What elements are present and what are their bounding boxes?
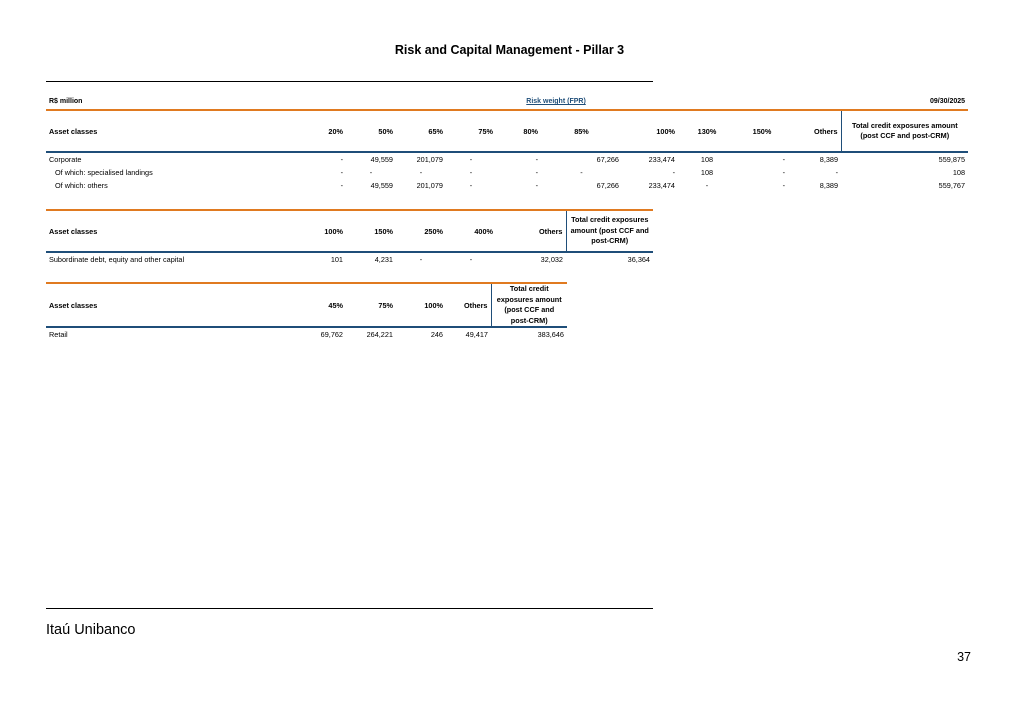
cell: 264,221 xyxy=(366,330,393,339)
unit-label: R$ million xyxy=(49,98,83,105)
cell: 8,389 xyxy=(819,155,839,164)
cell: - xyxy=(469,181,473,190)
table-row xyxy=(46,252,653,266)
column-header: Asset classes xyxy=(46,110,271,152)
subordinate-debt-risk-weight-table xyxy=(46,209,653,266)
cell: 101 xyxy=(330,255,343,264)
column-header-total: Total credit exposures amount (post CCF and post-CRM) xyxy=(841,110,968,152)
cell: - xyxy=(340,168,343,177)
table-row xyxy=(46,152,968,166)
column-header: Others xyxy=(446,283,491,327)
cell: - xyxy=(419,168,423,177)
cell: 67,266 xyxy=(596,181,619,190)
cell: - xyxy=(580,168,583,177)
cell: - xyxy=(672,168,675,177)
page-number: 37 xyxy=(957,650,971,664)
cell: 8,389 xyxy=(819,181,839,190)
column-header: 85% xyxy=(541,110,622,152)
cell: - xyxy=(835,168,839,177)
risk-weight-header: Risk weight (FPR) xyxy=(526,98,586,105)
cell: 201,079 xyxy=(416,181,443,190)
cell: - xyxy=(782,181,785,190)
cell: - xyxy=(340,181,343,190)
column-header: 400% xyxy=(446,210,496,252)
cell: 559,767 xyxy=(938,181,966,190)
row-label: Of which: specialised landings xyxy=(55,168,153,177)
column-header: 100% xyxy=(271,210,346,252)
column-header: 130% xyxy=(678,110,736,152)
table1-header-row xyxy=(46,110,968,152)
page-title: Risk and Capital Management - Pillar 3 xyxy=(394,43,625,57)
column-header-total: Total credit exposures amount (post CCF and post-CRM) xyxy=(491,283,567,327)
cell: 201,079 xyxy=(416,155,443,164)
cell: 69,762 xyxy=(320,330,343,339)
table-row xyxy=(46,179,968,192)
column-header: 45% xyxy=(271,283,346,327)
column-header: Asset classes xyxy=(46,210,271,252)
cell: 4,231 xyxy=(374,255,393,264)
column-header: 50% xyxy=(346,110,396,152)
cell: - xyxy=(535,181,538,190)
corporate-risk-weight-table xyxy=(46,94,968,192)
row-label: Corporate xyxy=(49,155,82,164)
column-header: 100% xyxy=(622,110,678,152)
column-header: Asset classes xyxy=(46,283,271,327)
cell: - xyxy=(469,168,473,177)
cell: - xyxy=(535,168,538,177)
cell: - xyxy=(469,155,473,164)
cell: 108 xyxy=(952,168,966,177)
cell: 108 xyxy=(700,168,714,177)
column-header: 150% xyxy=(736,110,788,152)
column-header: 65% xyxy=(396,110,446,152)
cell: 246 xyxy=(430,330,443,339)
cell: - xyxy=(419,255,423,264)
bottom-divider xyxy=(46,608,653,609)
cell: 36,364 xyxy=(627,255,650,264)
cell: - xyxy=(782,155,785,164)
cell: 559,875 xyxy=(938,155,966,164)
cell: 233,474 xyxy=(648,155,675,164)
row-label: Of which: others xyxy=(55,181,108,190)
cell: 32,032 xyxy=(540,255,563,264)
table1-meta-row xyxy=(46,94,968,110)
column-header: 100% xyxy=(396,283,446,327)
column-header: Others xyxy=(496,210,566,252)
column-header: Others xyxy=(788,110,841,152)
cell: - xyxy=(705,181,709,190)
cell: 108 xyxy=(700,155,714,164)
table2-header-row xyxy=(46,210,653,252)
cell: - xyxy=(469,255,473,264)
cell: 67,266 xyxy=(596,155,619,164)
report-date: 09/30/2025 xyxy=(930,98,966,105)
retail-risk-weight-table xyxy=(46,282,567,341)
row-label: Retail xyxy=(49,330,68,339)
table-row xyxy=(46,166,968,179)
table-row xyxy=(46,327,567,341)
cell: - xyxy=(782,168,785,177)
table3-header-row xyxy=(46,283,567,327)
cell: 233,474 xyxy=(648,181,675,190)
cell: 49,559 xyxy=(370,181,393,190)
row-label: Subordinate debt, equity and other capital xyxy=(49,255,185,264)
column-header: 150% xyxy=(346,210,396,252)
cell: 383,646 xyxy=(537,330,564,339)
cell: - xyxy=(340,155,343,164)
column-header-total: Total credit exposures amount (post CCF and post-CRM) xyxy=(566,210,653,252)
column-header: 75% xyxy=(446,110,496,152)
column-header: 75% xyxy=(346,283,396,327)
column-header: 80% xyxy=(496,110,541,152)
cell: - xyxy=(535,155,538,164)
column-header: 250% xyxy=(396,210,446,252)
footer-brand: Itaú Unibanco xyxy=(46,622,136,638)
column-header: 20% xyxy=(271,110,346,152)
cell: 49,417 xyxy=(465,330,488,339)
cell: - xyxy=(369,168,373,177)
cell: 49,559 xyxy=(370,155,393,164)
top-divider xyxy=(46,81,653,82)
